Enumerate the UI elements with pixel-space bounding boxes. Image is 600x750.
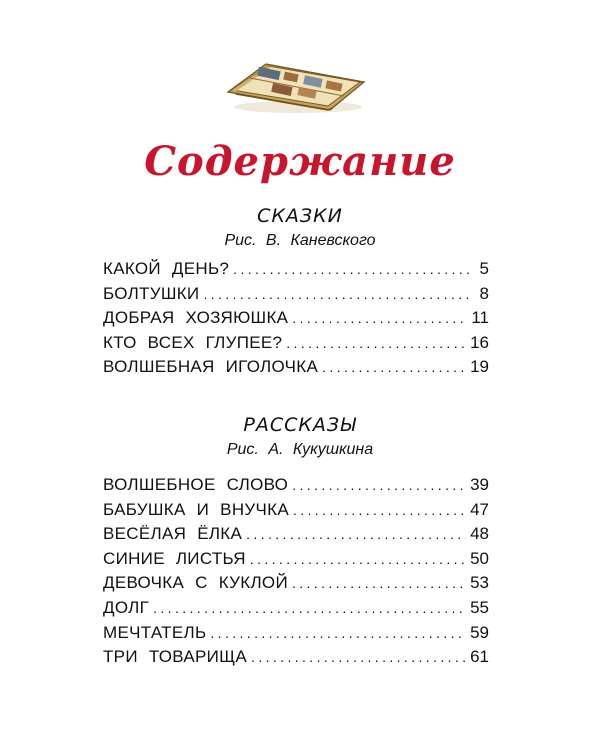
page-number: 11 [471, 308, 489, 328]
dot-leader [292, 571, 466, 596]
toc-entry[interactable] [103, 306, 489, 331]
toc-entry[interactable] [103, 596, 489, 621]
dot-leader [293, 498, 466, 523]
dot-leader [292, 473, 466, 498]
dot-leader [250, 547, 466, 572]
page-number: 19 [470, 357, 489, 377]
section-heading-skazki: СКАЗКИ [257, 205, 343, 227]
page-number: 39 [470, 475, 489, 494]
page-number: 55 [470, 597, 489, 617]
page-number: 5 [479, 259, 489, 278]
illustrator-credit: Рис. В. Каневского [224, 232, 376, 249]
dot-leader [322, 355, 466, 380]
open-book-illustration [222, 52, 372, 114]
page-number: 53 [470, 573, 489, 593]
entry-title: БОЛТУШКИ [103, 283, 200, 303]
entry-title: МЕЧТАТЕЛЬ [103, 622, 207, 642]
dot-leader [286, 331, 466, 356]
entry-title: КАКОЙ ДЕНЬ? [103, 259, 230, 278]
page-number: 8 [479, 283, 489, 303]
toc-entry[interactable] [103, 282, 489, 307]
toc-entry[interactable] [103, 498, 489, 523]
dot-leader [203, 282, 473, 307]
dot-leader [153, 596, 466, 621]
page-number: 16 [470, 332, 489, 352]
dot-leader [210, 621, 466, 646]
page-number: 50 [470, 548, 489, 568]
dot-leader [246, 522, 466, 547]
toc-entry[interactable] [103, 257, 489, 282]
entry-title: ДОБРАЯ ХОЗЯЮШКА [103, 308, 289, 328]
entry-title: КТО ВСЕХ ГЛУПЕЕ? [103, 332, 283, 352]
entry-title: БАБУШКА И ВНУЧКА [103, 499, 289, 519]
entry-title: ВОЛШЕБНОЕ СЛОВО [103, 475, 289, 494]
dot-leader [233, 257, 473, 282]
entry-title: ДОЛГ [103, 597, 150, 617]
entry-title: ТРИ ТОВАРИЩА [103, 647, 248, 667]
illustrator-credit: Рис. А. Кукушкина [226, 441, 374, 458]
toc-entry[interactable] [103, 547, 489, 572]
entry-title: СИНИЕ ЛИСТЬЯ [103, 548, 246, 568]
contents-title: Содержание [144, 138, 456, 185]
section-heading-rasskazy: РАССКАЗЫ [243, 414, 357, 436]
toc-entry[interactable] [103, 522, 489, 547]
entry-title: ВОЛШЕБНАЯ ИГОЛОЧКА [103, 357, 319, 377]
toc-entry[interactable] [103, 331, 489, 356]
toc-entry[interactable] [103, 645, 489, 670]
page-number: 47 [470, 499, 489, 519]
toc-entry[interactable] [103, 355, 489, 380]
dot-leader [292, 306, 467, 331]
toc-entry[interactable] [103, 571, 489, 596]
page-number: 59 [470, 622, 489, 642]
dot-leader [251, 645, 466, 670]
toc-list-skazki [103, 257, 489, 380]
entry-title: ВЕСЁЛАЯ ЁЛКА [103, 524, 243, 544]
toc-entry[interactable] [103, 621, 489, 646]
toc-entry[interactable] [103, 473, 489, 498]
page-number: 61 [470, 647, 489, 667]
entry-title: ДЕВОЧКА С КУКЛОЙ [103, 573, 288, 593]
toc-list-rasskazy [103, 473, 489, 670]
page-number: 48 [470, 524, 489, 544]
